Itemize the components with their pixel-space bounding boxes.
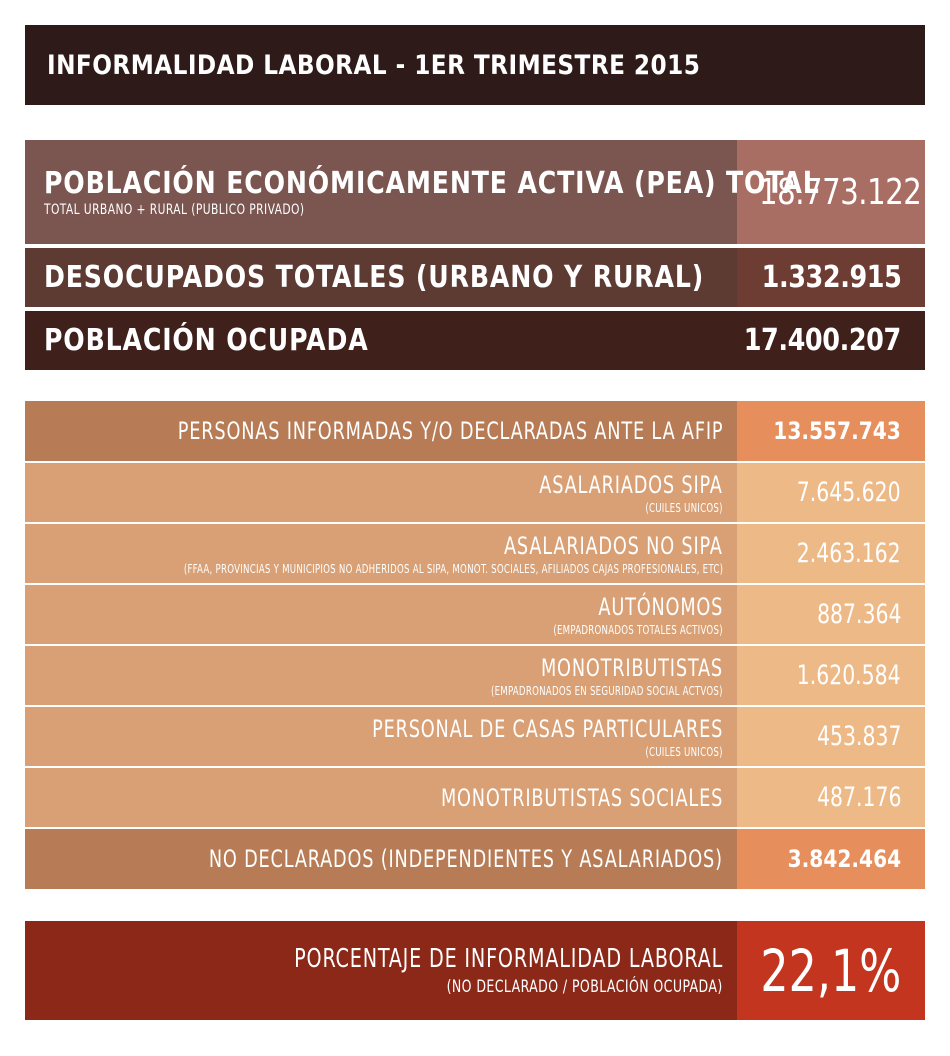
row-label: MONOTRIBUTISTAS (540, 653, 723, 682)
table-row (25, 646, 925, 705)
row-label: MONOTRIBUTISTAS SOCIALES (440, 783, 723, 812)
row-sublabel: (EMPADRONADOS TOTALES ACTIVOS) (553, 622, 723, 637)
row-value: 487.176 (816, 782, 901, 813)
row-value: 13.557.743 (773, 417, 901, 445)
row-sublabel: (EMPADRONADOS EN SEGURIDAD SOCIAL ACTVOS) (491, 683, 723, 698)
pea-label: POBLACIÓN ECONÓMICAMENTE ACTIVA (PEA) TOTAL (44, 166, 820, 201)
desocupados-value: 1.332.915 (761, 260, 901, 295)
ocupada-label: POBLACIÓN OCUPADA (44, 323, 369, 358)
table-row (25, 524, 925, 583)
ocupada-value: 17.400.207 (743, 323, 901, 358)
desocupados-value-cell (737, 248, 925, 307)
row-value: 7.645.620 (797, 477, 901, 508)
pea-value: 18.773.122 (758, 171, 922, 213)
desocupados-row (25, 248, 925, 307)
row-sublabel: (FFAA, PROVINCIAS Y MUNICIPIOS NO ADHERIDOS AL SIPA, MONOT. SOCIALES, AFILIADOS CAJAS PROFESIONALES, ETC) (183, 561, 723, 576)
ocupada-label-cell (25, 311, 737, 370)
table-row (25, 585, 925, 644)
row-sublabel: (CUILES UNICOS) (645, 500, 723, 515)
ocupada-row (25, 311, 925, 370)
desocupados-label-cell (25, 248, 737, 307)
row-value: 887.364 (816, 599, 901, 630)
desocupados-label: DESOCUPADOS TOTALES (URBANO Y RURAL) (44, 260, 705, 295)
table-row (25, 829, 925, 889)
row-sublabel: (CUILES UNICOS) (645, 744, 723, 759)
row-label: PERSONAS INFORMADAS Y/O DECLARADAS ANTE LA AFIP (177, 417, 723, 445)
table-row (25, 707, 925, 766)
pea-row (25, 140, 925, 244)
table-row (25, 768, 925, 827)
row-label: PERSONAL DE CASAS PARTICULARES (371, 714, 723, 743)
row-label: NO DECLARADOS (INDEPENDIENTES Y ASALARIADOS) (209, 845, 723, 873)
percentage-label-cell (25, 921, 737, 1020)
row-value: 453.837 (816, 721, 901, 752)
ocupada-value-cell (737, 311, 925, 370)
pea-sublabel: TOTAL URBANO + RURAL (PUBLICO PRIVADO) (44, 202, 305, 218)
row-value: 1.620.584 (797, 660, 901, 691)
row-label: AUTÓNOMOS (598, 592, 723, 621)
percentage-label: PORCENTAJE DE INFORMALIDAD LABORAL (294, 944, 723, 974)
row-value: 3.842.464 (787, 845, 901, 873)
pea-label-cell (25, 140, 820, 244)
title-bar (25, 25, 925, 105)
row-label: ASALARIADOS SIPA (539, 470, 723, 499)
percentage-sublabel: (NO DECLARADO / POBLACIÓN OCUPADA) (446, 977, 723, 997)
percentage-row (25, 921, 925, 1020)
percentage-value: 22,1% (760, 936, 902, 1005)
row-label: ASALARIADOS NO SIPA (504, 531, 723, 560)
page-title: INFORMALIDAD LABORAL - 1ER TRIMESTRE 2015 (47, 49, 701, 81)
table-row (25, 401, 925, 461)
row-value: 2.463.162 (797, 538, 901, 569)
percentage-value-cell (737, 921, 925, 1020)
pea-value-cell (737, 140, 925, 244)
table-row (25, 463, 925, 522)
